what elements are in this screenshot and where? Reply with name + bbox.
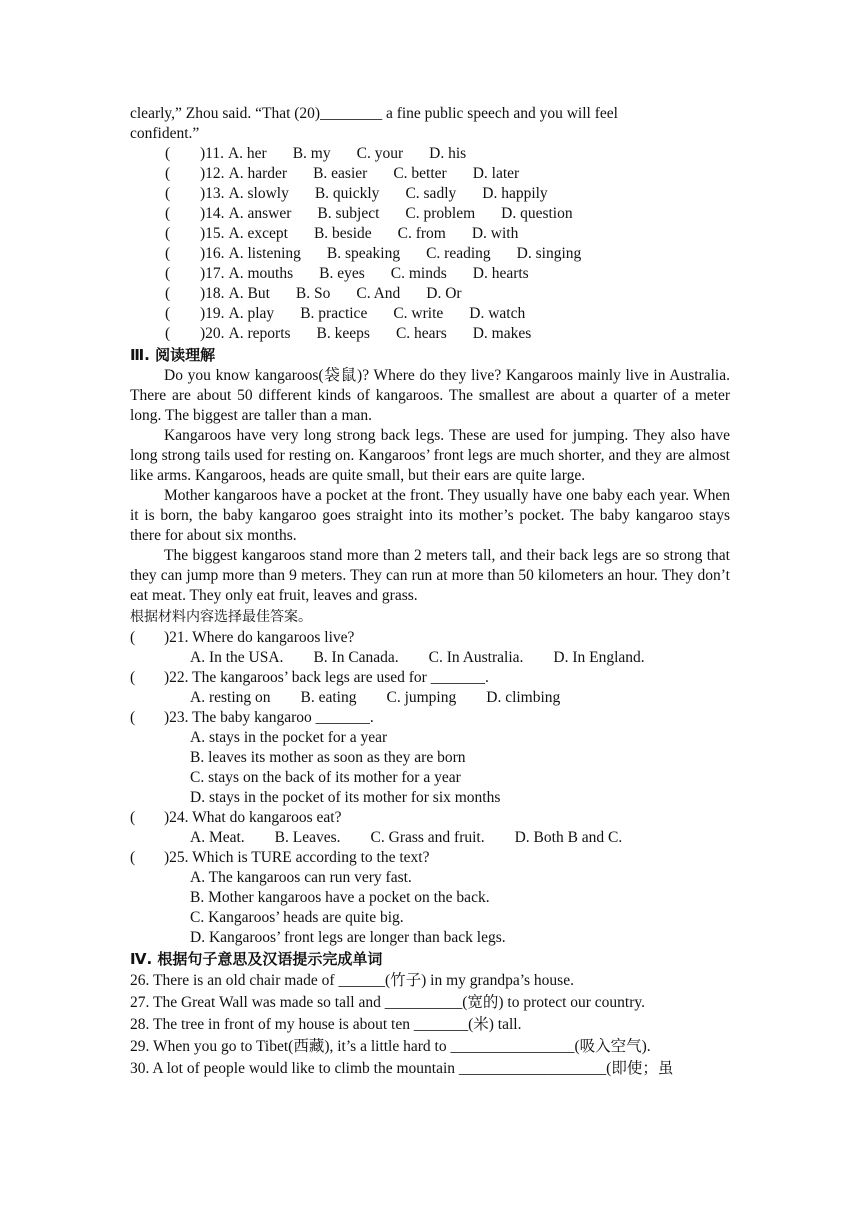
answer-paren: (	[130, 709, 136, 726]
cloze-question-19	[130, 304, 730, 324]
option-d: D. In England.	[553, 649, 645, 666]
option-c: C. write	[393, 305, 444, 322]
option-c: C. better	[393, 165, 447, 182]
option-a: A. mouths	[228, 265, 294, 282]
answer-paren: (	[130, 849, 136, 866]
option-d: D. singing	[516, 245, 582, 262]
answer-paren: (	[130, 809, 136, 826]
option-c: C. sadly	[405, 185, 457, 202]
option-d: D. with	[471, 225, 519, 242]
reading-passage	[130, 366, 730, 606]
option-d: D. his	[429, 145, 467, 162]
reading-instruction: 根据材料内容选择最佳答案。	[130, 609, 312, 625]
cloze-question-18	[130, 284, 730, 304]
fill-in-item-29: 29. When you go to Tibet(西藏), it’s a little hard to ________________(吸入空气).	[130, 1038, 651, 1055]
option-d: D. Both B and C.	[514, 829, 623, 846]
option-d: D. happily	[482, 185, 548, 202]
cloze-question-16	[130, 244, 730, 264]
answer-paren: (	[165, 325, 171, 342]
answer-paren: (	[165, 185, 171, 202]
option-a: A. play	[228, 305, 275, 322]
question-number: )18.	[200, 285, 225, 302]
answer-paren: (	[165, 145, 171, 162]
fill-in-item-30: 30. A lot of people would like to climb the mountain ___________________(即使；虽	[130, 1060, 674, 1077]
reading-question-25	[130, 848, 730, 948]
option-a: A. except	[228, 225, 288, 242]
question-number: )20.	[200, 325, 225, 342]
reading-question-21	[130, 628, 730, 668]
passage-paragraph-1: Do you know kangaroos(袋鼠)? Where do they live? Kangaroos mainly live in Australia. There are about 50 different kinds of kangaroos. The smallest are about a quarter of a meter long. The biggest are taller than a man.	[130, 367, 730, 424]
section-4-heading: Ⅳ. 根据句子意思及汉语提示完成单词	[130, 950, 383, 968]
fill-in-list	[130, 970, 730, 1080]
option-c: C. problem	[405, 205, 476, 222]
cloze-question-11	[130, 144, 730, 164]
option-b: B. my	[292, 145, 331, 162]
cloze-question-17	[130, 264, 730, 284]
passage-paragraph-2: Kangaroos have very long strong back legs. These are used for jumping. They also have long strong tails used for resting on. Kangaroos’ front legs are much shorter, and they are almost like arms. Kangaroos, heads are quite small, but their ears are quite large.	[130, 427, 730, 484]
answer-paren: (	[130, 669, 136, 686]
option-c: C. reading	[426, 245, 491, 262]
question-stem: )21. Where do kangaroos live?	[164, 629, 355, 646]
option-b: B. quickly	[314, 185, 380, 202]
option-b: B. subject	[317, 205, 380, 222]
answer-paren: (	[165, 165, 171, 182]
option-c: C. In Australia.	[428, 649, 524, 666]
option-c: C. Grass and fruit.	[370, 829, 485, 846]
option-b: B. Mother kangaroos have a pocket on the back.	[190, 889, 490, 906]
option-b: B. practice	[300, 305, 368, 322]
option-d: D. stays in the pocket of its mother for six months	[190, 789, 501, 806]
option-b: B. Leaves.	[274, 829, 341, 846]
question-stem: )22. The kangaroos’ back legs are used for _______.	[164, 669, 489, 686]
option-d: D. Kangaroos’ front legs are longer than back legs.	[190, 929, 506, 946]
option-c: C. hears	[395, 325, 447, 342]
cloze-question-15	[130, 224, 730, 244]
option-a: A. her	[227, 145, 267, 162]
option-d: D. question	[501, 205, 573, 222]
cloze-question-list	[130, 144, 730, 344]
option-b: B. In Canada.	[313, 649, 399, 666]
option-a: A. reports	[228, 325, 291, 342]
question-number: )15.	[200, 225, 225, 242]
fill-in-item-28: 28. The tree in front of my house is about ten _______(米) tall.	[130, 1016, 522, 1033]
cloze-question-14	[130, 204, 730, 224]
option-a: A. But	[228, 285, 270, 302]
question-number: )14.	[200, 205, 225, 222]
cloze-question-13	[130, 184, 730, 204]
cloze-tail-line-2: confident.”	[130, 125, 200, 142]
option-d: D. later	[472, 165, 520, 182]
passage-paragraph-3: Mother kangaroos have a pocket at the front. They usually have one baby each year. When it is born, the baby kangaroo goes straight into its mother’s pocket. The baby kangaroo stays there for about six months.	[130, 487, 730, 544]
section-3-heading: Ⅲ. 阅读理解	[130, 346, 216, 364]
option-a: A. Meat.	[190, 829, 245, 846]
option-c: C. Kangaroos’ heads are quite big.	[190, 909, 404, 926]
option-b: B. eating	[300, 689, 357, 706]
answer-paren: (	[165, 245, 171, 262]
answer-paren: (	[165, 265, 171, 282]
option-b: B. keeps	[316, 325, 370, 342]
passage-paragraph-4: The biggest kangaroos stand more than 2 meters tall, and their back legs are so strong that they can jump more than 9 meters. They can run at more than 50 kilometers an hour. They don’t eat meat. They only eat fruit, leaves and grass.	[130, 547, 730, 604]
question-stem: )24. What do kangaroos eat?	[164, 809, 342, 826]
option-a: A. The kangaroos can run very fast.	[190, 869, 412, 886]
question-number: )13.	[200, 185, 225, 202]
question-number: )17.	[200, 265, 225, 282]
option-c: C. stays on the back of its mother for a year	[190, 769, 461, 786]
question-stem: )23. The baby kangaroo _______.	[164, 709, 374, 726]
option-c: C. And	[356, 285, 401, 302]
option-d: D. watch	[469, 305, 526, 322]
option-b: B. leaves its mother as soon as they are born	[190, 749, 466, 766]
fill-in-item-26: 26. There is an old chair made of ______(竹子) in my grandpa’s house.	[130, 972, 574, 989]
cloze-question-12	[130, 164, 730, 184]
answer-paren: (	[165, 305, 171, 322]
answer-paren: (	[130, 629, 136, 646]
option-b: B. speaking	[326, 245, 401, 262]
option-a: A. slowly	[228, 185, 289, 202]
reading-question-23	[130, 708, 730, 808]
worksheet-content	[130, 104, 730, 1080]
fill-in-item-27: 27. The Great Wall was made so tall and __________(宽的) to protect our country.	[130, 994, 646, 1011]
option-d: D. makes	[472, 325, 532, 342]
option-d: D. Or	[426, 285, 462, 302]
cloze-tail-line-1: clearly,” Zhou said. “That (20)________ a fine public speech and you will feel	[130, 105, 618, 122]
option-c: C. your	[356, 145, 404, 162]
answer-paren: (	[165, 285, 171, 302]
reading-question-24	[130, 808, 730, 848]
option-c: C. minds	[390, 265, 447, 282]
option-c: C. from	[397, 225, 446, 242]
option-d: D. climbing	[486, 689, 561, 706]
option-a: A. harder	[228, 165, 288, 182]
option-d: D. hearts	[472, 265, 529, 282]
question-number: )16.	[200, 245, 225, 262]
question-number: )19.	[200, 305, 225, 322]
question-number: )11.	[200, 145, 224, 162]
option-a: A. listening	[228, 245, 301, 262]
option-a: A. resting on	[190, 689, 271, 706]
reading-question-22	[130, 668, 730, 708]
question-stem: )25. Which is TURE according to the text?	[164, 849, 430, 866]
cloze-question-20	[130, 324, 730, 344]
answer-paren: (	[165, 225, 171, 242]
option-b: B. eyes	[319, 265, 365, 282]
option-b: B. So	[295, 285, 331, 302]
option-a: A. In the USA.	[190, 649, 284, 666]
option-b: B. easier	[313, 165, 368, 182]
option-a: A. stays in the pocket for a year	[190, 729, 388, 746]
answer-paren: (	[165, 205, 171, 222]
option-c: C. jumping	[386, 689, 457, 706]
question-number: )12.	[200, 165, 225, 182]
option-b: B. beside	[313, 225, 372, 242]
option-a: A. answer	[228, 205, 292, 222]
